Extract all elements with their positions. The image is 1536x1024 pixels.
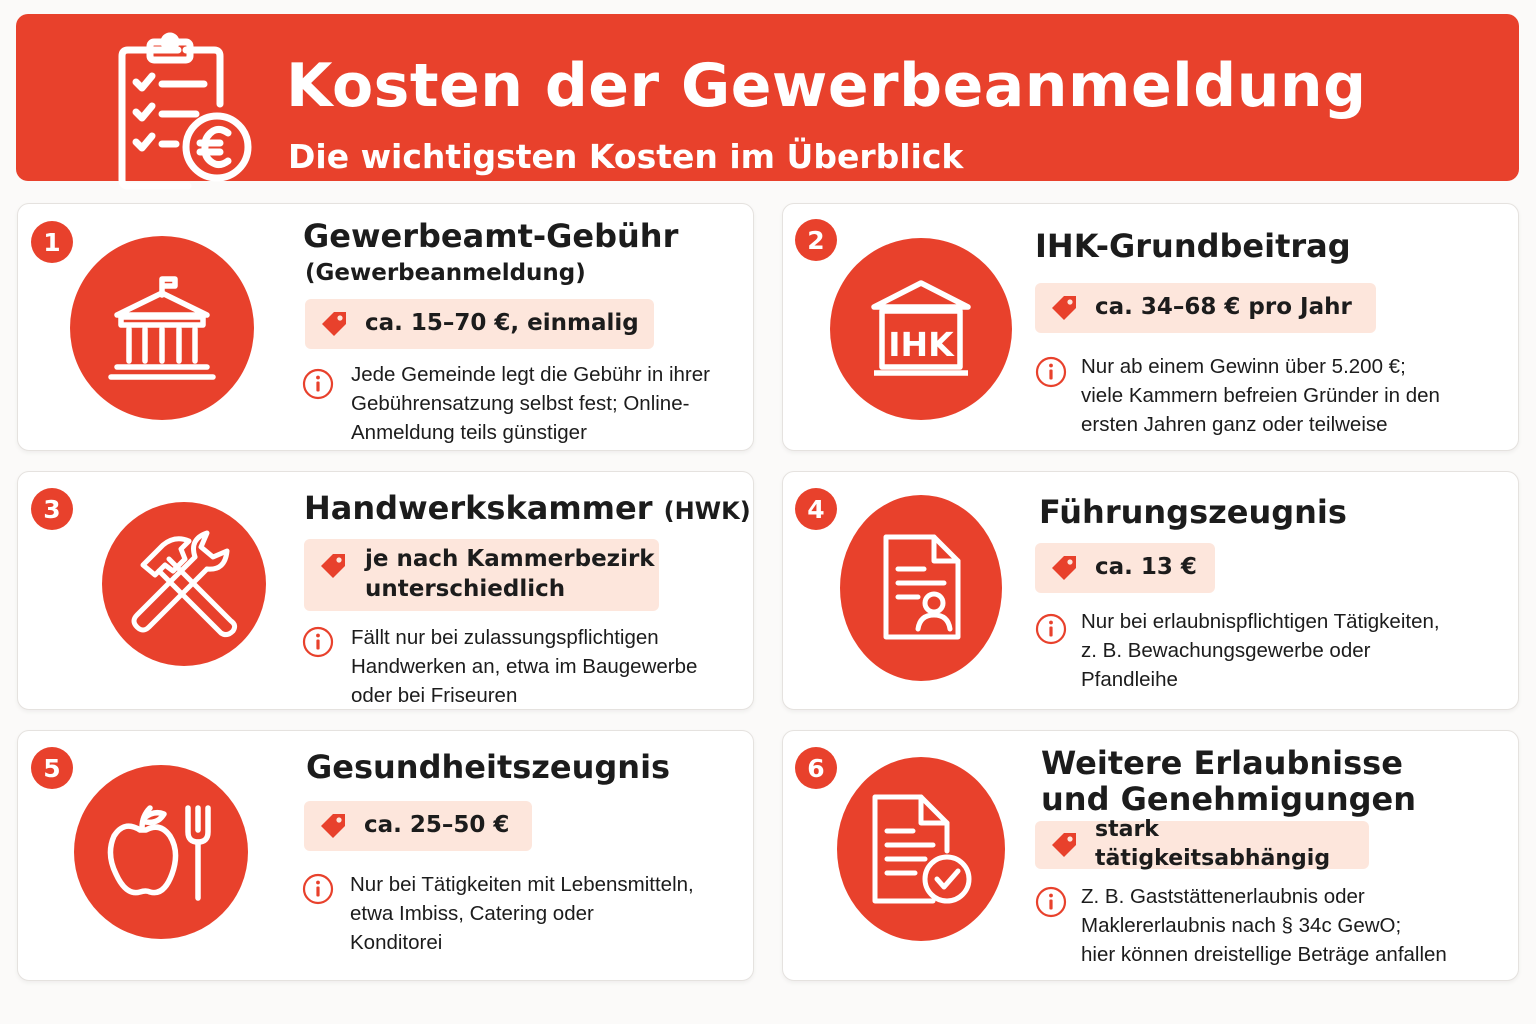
cost-card-fuehrungszeugnis — [782, 471, 1519, 710]
cost-card-gesundheitszeugnis — [17, 730, 754, 981]
info-icon — [302, 368, 334, 400]
cost-card-gewerbeamt — [17, 203, 754, 451]
card-title: Handwerkskammer (HWK) — [304, 489, 751, 527]
card-icon-circle — [70, 236, 254, 420]
card-title: Gewerbeamt-Gebühr — [303, 217, 679, 255]
card-icon-circle — [102, 502, 266, 666]
card-number-badge: 3 — [31, 488, 73, 530]
price-tag-icon — [1049, 553, 1079, 583]
ihk-building-icon — [868, 277, 974, 381]
info-icon — [1035, 356, 1067, 388]
card-title-suffix: (HWK) — [663, 497, 751, 525]
card-note: Fällt nur bei zulassungspflichtigen Handwerken an, etwa im Baugewerbe oder bei Friseuren — [351, 626, 698, 707]
price-text: stark tätigkeitsabhängig — [1095, 817, 1331, 871]
apple-fork-icon — [106, 802, 216, 902]
info-icon — [1035, 886, 1067, 918]
card-note: Nur bei Tätigkeiten mit Lebensmitteln, etwa Imbiss, Catering oder Konditorei — [350, 873, 694, 954]
price-tag-icon — [318, 551, 348, 581]
card-title: Weitere Erlaubnisse und Genehmigungen — [1041, 744, 1417, 818]
price-box — [305, 299, 654, 349]
document-person-icon — [878, 533, 964, 643]
card-number-badge: 5 — [31, 747, 73, 789]
town-hall-icon — [107, 273, 217, 383]
price-box — [304, 801, 532, 851]
hammer-wrench-icon — [129, 529, 239, 639]
header-banner — [16, 14, 1519, 181]
card-title: IHK-Grundbeitrag — [1035, 227, 1351, 265]
price-tag-icon — [319, 309, 349, 339]
price-box — [1035, 543, 1215, 593]
price-tag-icon — [1049, 293, 1079, 323]
price-text: ca. 13 € — [1095, 554, 1197, 581]
card-icon-circle — [840, 495, 1002, 681]
card-number-badge: 1 — [31, 221, 73, 263]
price-box — [1035, 817, 1369, 871]
cost-card-weitere-erlaubnisse — [782, 730, 1519, 981]
document-check-icon — [869, 793, 973, 905]
card-note: Jede Gemeinde legt die Gebühr in ihrer Gebührensatzung selbst fest; Online- Anmeldung teils günstiger — [351, 363, 710, 444]
card-note: Nur ab einem Gewinn über 5.200 €; viele Kammern befreien Gründer in den ersten Jahren ganz oder teilweise — [1081, 355, 1440, 436]
card-icon-circle — [74, 765, 248, 939]
card-number-badge: 6 — [795, 747, 837, 789]
price-tag-icon — [1049, 830, 1079, 860]
price-text: je nach Kammerbezirk unterschiedlich — [365, 546, 655, 602]
card-number-badge: 2 — [795, 219, 837, 261]
price-box — [304, 539, 659, 611]
card-note: Nur bei erlaubnispflichtigen Tätigkeiten, z. B. Bewachungsgewerbe oder Pfandleihe — [1081, 610, 1440, 691]
clipboard-euro-icon — [116, 32, 261, 192]
price-box — [1035, 283, 1376, 333]
card-note: Z. B. Gaststättenerlaubnis oder Maklererlaubnis nach § 34c GewO; hier können dreistellige Beträge anfallen — [1081, 885, 1447, 966]
card-icon-circle — [837, 757, 1005, 941]
ihk-icon-label: IHK — [888, 325, 954, 364]
price-text: ca. 25–50 € — [364, 812, 510, 839]
page-subtitle: Die wichtigsten Kosten im Überblick — [288, 137, 964, 176]
card-number-badge: 4 — [795, 488, 837, 530]
card-subtitle: (Gewerbeanmeldung) — [305, 260, 586, 286]
page-title: Kosten der Gewerbeanmeldung — [286, 51, 1367, 121]
info-icon — [302, 626, 334, 658]
price-text: ca. 15–70 €, einmalig — [365, 310, 639, 337]
cost-card-ihk — [782, 203, 1519, 451]
price-text: ca. 34–68 € pro Jahr — [1095, 294, 1352, 321]
info-icon — [1035, 613, 1067, 645]
price-tag-icon — [318, 811, 348, 841]
cost-card-hwk — [17, 471, 754, 710]
card-icon-circle — [830, 238, 1012, 420]
card-title: Gesundheitszeugnis — [306, 748, 671, 786]
info-icon — [302, 873, 334, 905]
card-title: Führungszeugnis — [1039, 493, 1347, 531]
